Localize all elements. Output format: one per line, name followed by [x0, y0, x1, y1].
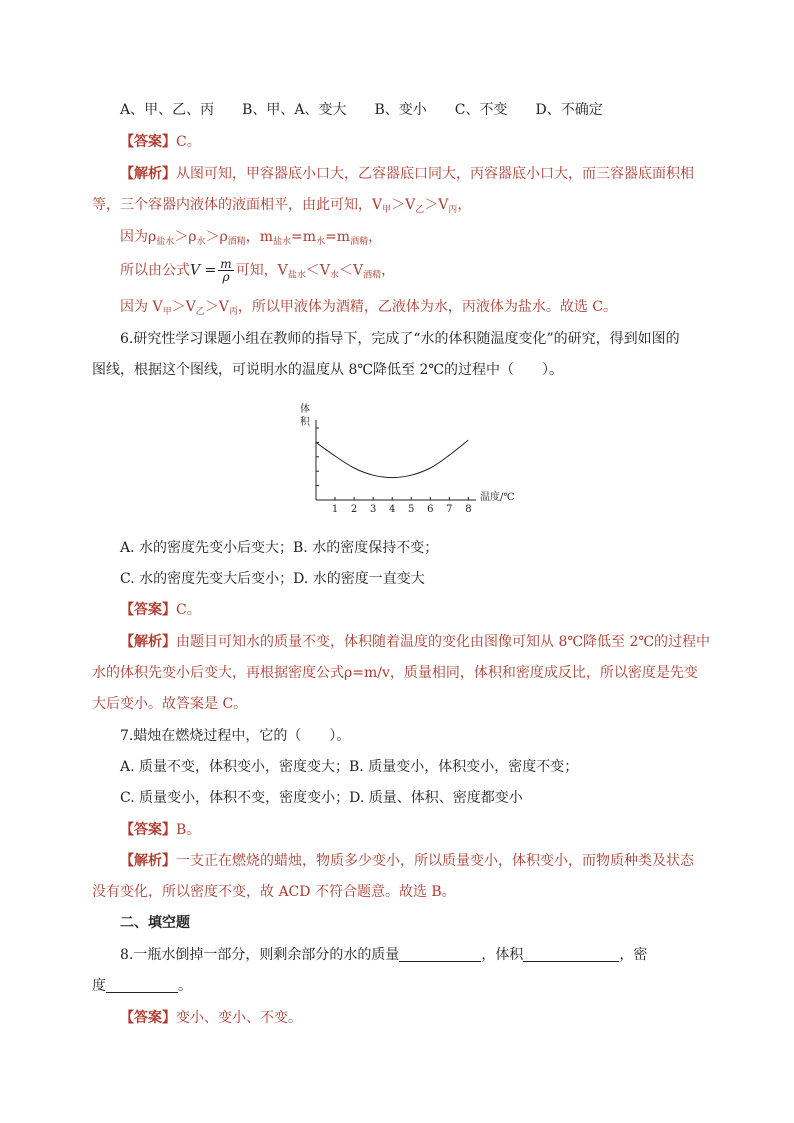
q5-analysis-2	[92, 195, 471, 220]
q7-options-ab: A. 质量不变，体积变小，密度变大；B. 质量变小，体积变小，密度不变；	[120, 759, 579, 775]
symbol: ＞ρ	[205, 229, 228, 245]
q7-options-cd: C. 质量变小，体积不变，密度变小；D. 质量、体积、密度都变小	[120, 790, 523, 806]
blank-volume[interactable]	[523, 946, 619, 962]
volume-curve	[316, 440, 468, 478]
q7-analysis-2: 没有变化，所以密度不变，故 ACD 不符合题意。故选 B。	[92, 884, 456, 900]
section-heading: 二、填空题	[120, 915, 190, 931]
fraction-numerator: m	[220, 257, 232, 271]
x-tick-label: 2	[350, 504, 358, 515]
x-tick-label: 7	[446, 504, 453, 515]
x-tick-label: 8	[465, 504, 472, 515]
analysis-text: ，m	[245, 229, 274, 245]
subscript: 酒精	[350, 237, 369, 247]
symbol: =m	[291, 229, 317, 245]
answer-text: C。	[176, 134, 201, 150]
x-tick-label: 3	[369, 504, 377, 515]
q6-analysis-1	[120, 632, 710, 652]
answer-tag: 【答案】	[120, 602, 176, 618]
q6-options-ab: A. 水的密度先变小后变大；B. 水的密度保持不变；	[120, 540, 439, 556]
subscript: 盐水	[156, 237, 175, 247]
q5-analysis-5	[120, 297, 617, 322]
subscript: 甲	[162, 307, 172, 317]
chart-axes	[316, 420, 476, 500]
answer-tag: 【答案】	[120, 822, 176, 838]
subscript: 乙	[415, 205, 425, 215]
symbol: =m	[325, 229, 351, 245]
subscript: 甲	[382, 205, 392, 215]
answer-text: C。	[176, 602, 201, 618]
symbol: ＞V	[171, 299, 196, 315]
q6-options-cd: C. 水的密度先变大后变小；D. 水的密度一直变大	[120, 571, 425, 587]
question-text: ，密	[619, 947, 648, 963]
q7-analysis-1	[120, 851, 694, 871]
formula-lhs: V =	[190, 262, 217, 279]
answer-text: 变小、变小、不变。	[176, 1010, 302, 1026]
q6-analysis-3: 大后变小。故答案是 C。	[92, 696, 248, 712]
fraction-denominator: ρ	[222, 270, 230, 284]
subscript: 水	[329, 270, 339, 281]
analysis-text: 因为 V	[120, 299, 163, 315]
analysis-text: 等，三个容器内液体的液面相平，由此可知，V	[92, 197, 383, 213]
q5-analysis-4	[120, 258, 395, 286]
subscript: 盐水	[287, 270, 306, 281]
question-text: 度	[92, 978, 106, 994]
symbol: ＜V	[338, 262, 364, 279]
x-axis-label: 温度/℃	[480, 492, 515, 503]
q6-answer	[120, 600, 201, 620]
symbol: ＞V	[391, 197, 416, 213]
analysis-text: 从图可知，甲容器底小口大，乙容器底口同大，丙容器底小口大，而三容器底面积相	[176, 166, 694, 182]
answer-text: B。	[176, 822, 201, 838]
x-tick-label: 5	[408, 504, 415, 515]
punctuation: ，	[457, 197, 472, 213]
analysis-text: 可知，V	[235, 262, 288, 279]
subscript: 丙	[228, 307, 238, 317]
analysis-text: 由题目可知水的质量不变，体积随着温度的变化由图像可知从 8℃降低至 2℃的过程中	[176, 634, 711, 650]
q8-stem-1	[120, 945, 647, 965]
analysis-text: 一支正在燃烧的蜡烛，物质多少变小，所以质量变小，体积变小，而物质种类及状态	[176, 853, 694, 869]
symbol: ＞V	[424, 197, 449, 213]
subscript: 盐水	[273, 237, 292, 247]
answer-tag: 【答案】	[120, 134, 176, 150]
answer-tag: 【答案】	[120, 1010, 176, 1026]
punctuation: ，	[381, 262, 396, 279]
q8-answer	[120, 1008, 302, 1028]
q8-stem-2	[92, 976, 192, 996]
blank-mass[interactable]	[399, 946, 481, 962]
question-text: 8.一瓶水倒掉一部分，则剩余部分的水的质量	[120, 947, 400, 963]
symbol: ＜V	[305, 262, 330, 279]
analysis-tag: 【解析】	[120, 634, 176, 650]
question-text: ，体积	[481, 947, 524, 963]
symbol: ＞V	[204, 299, 229, 315]
subscript: 丙	[448, 205, 458, 215]
q7-answer	[120, 820, 200, 840]
x-tick-label: 4	[389, 504, 396, 515]
symbol: ＞ρ	[174, 229, 197, 245]
analysis-text: 所以由公式	[120, 262, 190, 279]
blank-density[interactable]	[106, 977, 178, 993]
q6-stem-1: 6.研究性学习课题小组在教师的指导下，完成了“水的体积随温度变化”的研究，得到如图的	[120, 331, 680, 347]
subscript: 酒精	[363, 270, 382, 281]
volume-temperature-chart	[290, 396, 550, 516]
question-text: 。	[178, 978, 192, 994]
subscript: 水	[316, 237, 326, 247]
q6-analysis-2: 水的体积先变小后变大，再根据密度公式ρ=m/v，质量相同，体积和密度成反比，所以密度是先变	[92, 665, 698, 681]
q5-options: A、甲、乙、丙 B、甲、A、变大 B、变小 C、不变 D、不确定	[120, 102, 603, 118]
x-tick-label: 1	[331, 504, 339, 515]
q5-answer	[120, 132, 201, 152]
q7-stem: 7.蜡烛在燃烧过程中，它的（ ）。	[120, 728, 351, 744]
subscript: 乙	[195, 307, 205, 317]
y-axis-label-1: 体	[300, 404, 310, 415]
q5-analysis-3	[120, 227, 382, 252]
analysis-text: ，所以甲液体为酒精，乙液体为水，丙液体为盐水。故选 C。	[237, 299, 618, 315]
y-axis-label-2: 积	[300, 417, 310, 428]
subscript: 水	[196, 237, 206, 247]
q6-stem-2: 图线，根据这个图线，可说明水的温度从 8℃降低至 2℃的过程中（ ）。	[92, 362, 564, 378]
density-fraction	[218, 258, 233, 283]
analysis-text: 因为ρ	[120, 229, 157, 245]
analysis-tag: 【解析】	[120, 853, 176, 869]
subscript: 酒精	[227, 237, 246, 247]
punctuation: ，	[368, 229, 383, 245]
x-tick-label: 6	[427, 504, 434, 515]
q5-analysis-1	[120, 164, 694, 184]
analysis-tag: 【解析】	[120, 166, 176, 182]
